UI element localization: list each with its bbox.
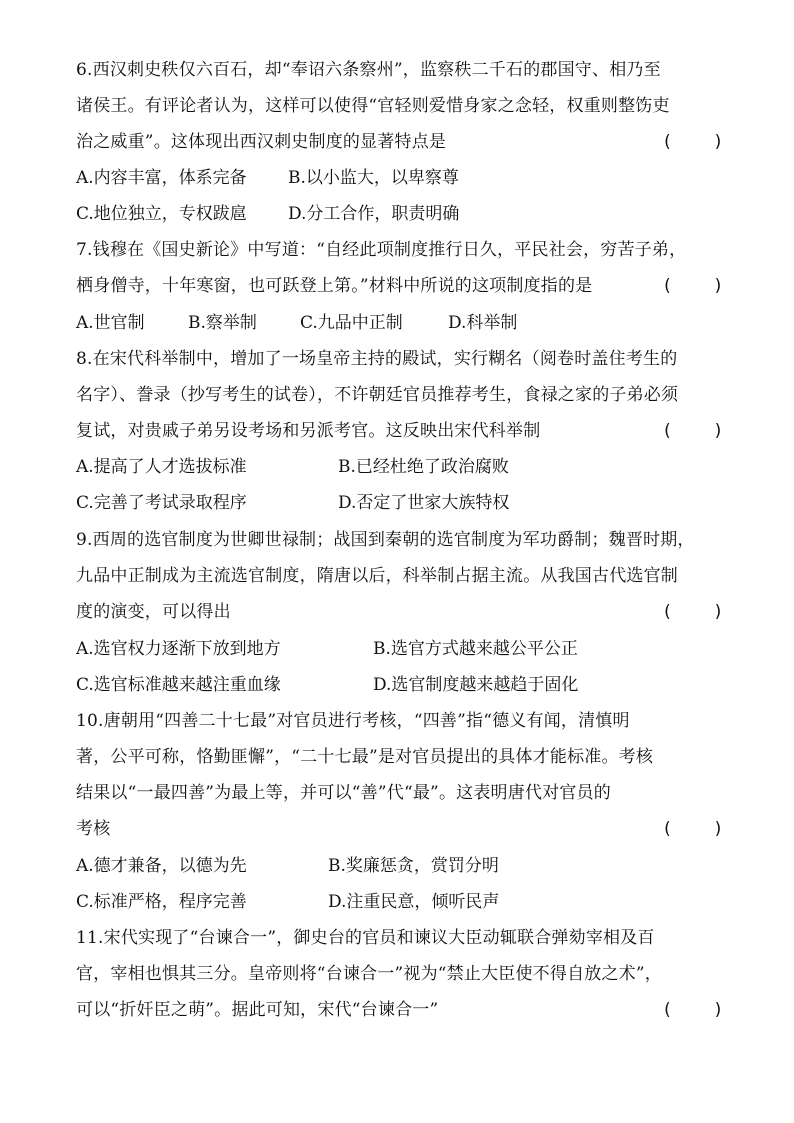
- q10-line-3: 结果以“一最四善”为最上等，并可以“善”代“最”。这表明唐代对官员的: [76, 783, 611, 803]
- q6-option-b: B.以小监大，以卑察尊: [288, 168, 459, 188]
- q7-option-a: A.世官制: [76, 313, 145, 333]
- q7-line-2: 栖身僧寺，十年寒窗，也可跃登上第。”材料中所说的这项制度指的是: [76, 276, 593, 296]
- q10-option-b: B.奖廉惩贪，赏罚分明: [328, 856, 499, 876]
- q6-option-a: A.内容丰富，体系完备: [76, 168, 247, 188]
- q8-option-a: A.提高了人才选拔标准: [76, 457, 247, 477]
- q6-line-3: 治之威重”。这体现出西汉刺史制度的显著特点是: [76, 132, 447, 152]
- q10-line-2: 著，公平可称，恪勤匪懈”，“二十七最”是对官员提出的具体才能标准。考核: [76, 747, 654, 767]
- q11-line-3: 可以“折奸臣之萌”。据此可知，宋代“台谏合一”: [76, 1000, 439, 1020]
- q8-option-d: D.否定了世家大族特权: [338, 493, 510, 513]
- q7-line-1: 7.钱穆在《国史新论》中写道：“自经此项制度推行日久，平民社会，穷苦子弟，: [76, 240, 687, 260]
- q7-option-b: B.察举制: [188, 313, 257, 333]
- q9-line-1: 9.西周的选官制度为世卿世禄制；战国到秦朝的选官制度为军功爵制；魏晋时期，: [76, 530, 695, 550]
- q10-line-1: 10.唐朝用“四善二十七最”对官员进行考核，“四善”指“德义有闻，清慎明: [76, 711, 630, 731]
- q10-option-d: D.注重民意，倾听民声: [328, 892, 500, 912]
- q9-answer-bracket: ( ): [662, 602, 724, 622]
- q11-answer-bracket: ( ): [662, 1000, 724, 1020]
- q7-option-d: D.科举制: [448, 313, 518, 333]
- q6-answer-bracket: ( ): [662, 132, 724, 152]
- q6-option-d: D.分工合作，职责明确: [288, 204, 460, 224]
- q9-line-3: 度的演变，可以得出: [76, 602, 231, 622]
- q10-answer-bracket: ( ): [662, 819, 724, 839]
- q6-option-c: C.地位独立，专权跋扈: [76, 204, 247, 224]
- q9-option-d: D.选官制度越来越趋于固化: [373, 675, 579, 695]
- q10-line-4: 考核: [76, 819, 111, 839]
- q6-line-1: 6.西汉刺史秩仅六百石，却“奉诏六条察州”，监察秩二千石的郡国守、相乃至: [76, 60, 661, 80]
- q8-line-2: 名字）、誊录（抄写考生的试卷），不许朝廷官员推荐考生，食禄之家的子弟必须: [76, 385, 679, 405]
- q11-line-1: 11.宋代实现了“台谏合一”，御史台的官员和谏议大臣动辄联合弹劾宰相及百: [76, 928, 655, 948]
- q9-line-2: 九品中正制成为主流选官制度，隋唐以后，科举制占据主流。从我国古代选官制: [76, 566, 678, 586]
- q8-line-3: 复试，对贵戚子弟另设考场和另派考官。这反映出宋代科举制: [76, 421, 541, 441]
- q10-option-a: A.德才兼备，以德为先: [76, 856, 247, 876]
- q6-line-2: 诸侯王。有评论者认为，这样可以使得“官轻则爱惜身家之念轻，权重则整饬吏: [76, 96, 670, 116]
- q7-answer-bracket: ( ): [662, 276, 724, 296]
- q9-option-a: A.选官权力逐渐下放到地方: [76, 639, 281, 659]
- q8-answer-bracket: ( ): [662, 421, 724, 441]
- q8-option-b: B.已经杜绝了政治腐败: [338, 457, 509, 477]
- q10-option-c: C.标准严格，程序完善: [76, 892, 247, 912]
- q8-option-c: C.完善了考试录取程序: [76, 493, 247, 513]
- q9-option-b: B.选官方式越来越公平公正: [373, 639, 578, 659]
- q8-line-1: 8.在宋代科举制中，增加了一场皇帝主持的殿试，实行糊名（阅卷时盖住考生的: [76, 349, 678, 369]
- q7-option-c: C.九品中正制: [300, 313, 403, 333]
- q9-option-c: C.选官标准越来越注重血缘: [76, 675, 281, 695]
- q11-line-2: 官，宰相也惧其三分。皇帝则将“台谏合一”视为“禁止大臣使不得自放之术”，: [76, 964, 662, 984]
